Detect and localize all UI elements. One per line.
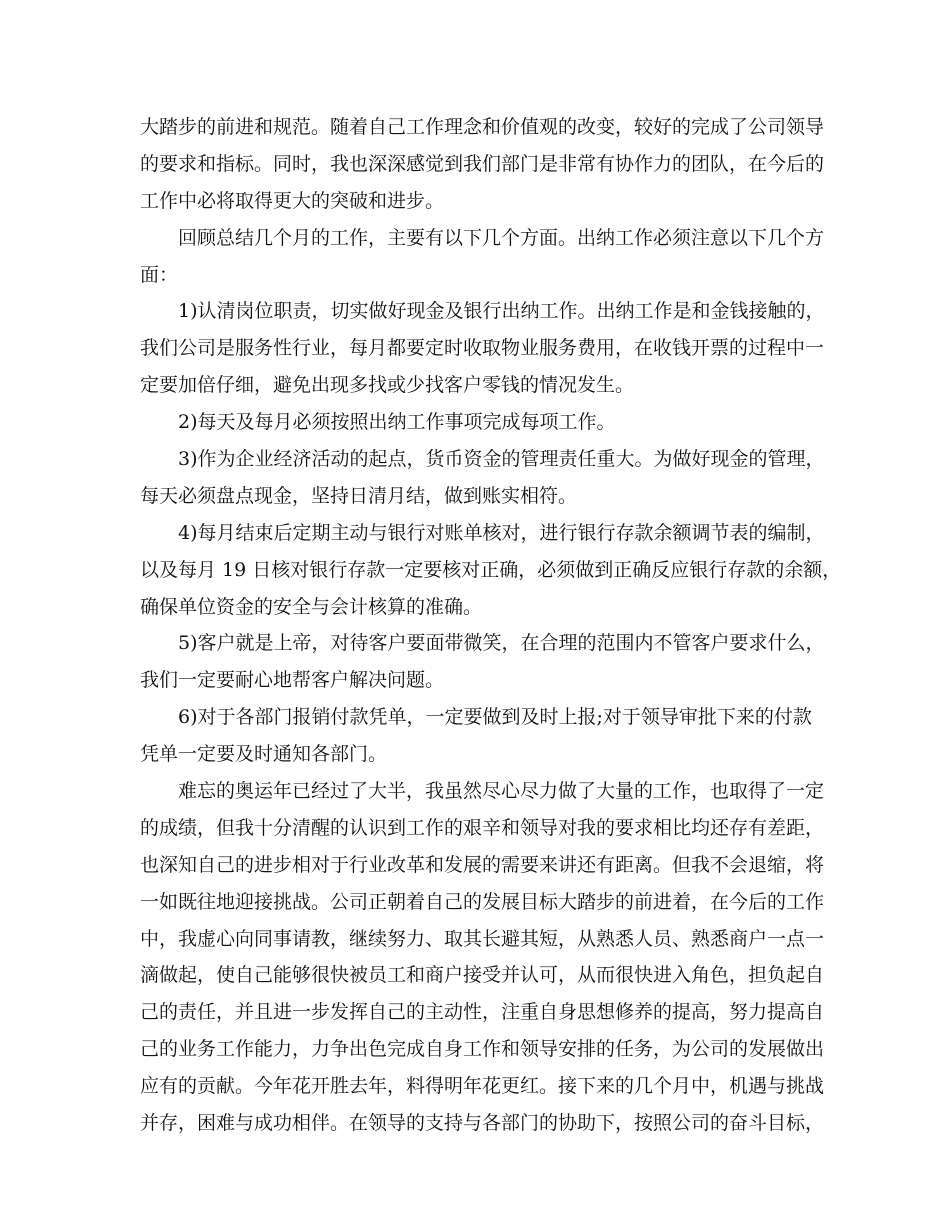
text-line: 每天必须盘点现金，坚持日清月结，做到账实相符。	[140, 484, 578, 507]
text-line: 工作中必将取得更大的突破和进步。	[140, 189, 445, 212]
list-item-2: 2)每天及每月必须按照出纳工作事项完成每项工作。	[178, 411, 616, 434]
document-body	[140, 109, 842, 1142]
text-line: 我们公司是服务性行业，每月都要定时收取物业服务费用，在收钱开票的过程中一	[140, 337, 825, 360]
text-line: 凭单一定要及时通知各部门。	[140, 743, 388, 766]
text-line: 的成绩，但我十分清醒的认识到工作的艰辛和领导对我的要求相比均还存有差距，	[140, 816, 825, 839]
text-line: 确保单位资金的安全与会计核算的准确。	[140, 595, 483, 618]
text-line: 也深知自己的进步相对于行业改革和发展的需要来讲还有距离。但我不会退缩，将	[140, 853, 825, 876]
list-item-5-first-line: 5)客户就是上帝，对待客户要面带微笑，在合理的范围内不管客户要求什么，	[178, 632, 825, 655]
text-line: 己的业务工作能力，力争出色完成自身工作和领导安排的任务，为公司的发展做出	[140, 1038, 825, 1061]
text-line: 并存，困难与成功相伴。在领导的支持与各部门的协助下，按照公司的奋斗目标，	[140, 1112, 825, 1135]
text-line: 滴做起，使自己能够很快被员工和商户接受并认可，从而很快进入角色，担负起自	[140, 964, 825, 987]
paragraph-first-line: 难忘的奥运年已经过了大半，我虽然尽心尽力做了大量的工作，也取得了一定	[178, 780, 825, 803]
list-item-6-first-line: 6)对于各部门报销付款凭单，一定要做到及时上报;对于领导审批下来的付款	[178, 706, 812, 729]
text-line: 以及每月 19 日核对银行存款一定要核对正确，必须做到正确反应银行存款的余额，	[140, 558, 842, 581]
text-line: 面：	[140, 263, 179, 286]
text-line: 定要加倍仔细，避免出现多找或少找客户零钱的情况发生。	[140, 374, 635, 397]
list-item-4-first-line: 4)每月结束后定期主动与银行对账单核对，进行银行存款余额调节表的编制，	[178, 521, 825, 544]
list-item-3-first-line: 3)作为企业经济活动的起点，货币资金的管理责任重大。为做好现金的管理，	[178, 448, 825, 471]
text-line: 的要求和指标。同时，我也深深感觉到我们部门是非常有协作力的团队，在今后的	[140, 152, 825, 175]
text-line: 我们一定要耐心地帮客户解决问题。	[140, 669, 445, 692]
text-line: 应有的贡献。今年花开胜去年，料得明年花更红。接下来的几个月中，机遇与挑战	[140, 1075, 825, 1098]
paragraph-first-line: 回顾总结几个月的工作，主要有以下几个方面。出纳工作必须注意以下几个方	[178, 226, 825, 249]
text-line: 己的责任，并且进一步发挥自己的主动性，注重自身思想修养的提高，努力提高自	[140, 1001, 825, 1024]
text-line: 一如既往地迎接挑战。公司正朝着自己的发展目标大踏步的前进着，在今后的工作	[140, 890, 825, 913]
list-item-1-first-line: 1)认清岗位职责，切实做好现金及银行出纳工作。出纳工作是和金钱接触的，	[178, 300, 825, 323]
text-line: 中，我虚心向同事请教，继续努力、取其长避其短，从熟悉人员、熟悉商户一点一	[140, 927, 825, 950]
text-line: 大踏步的前进和规范。随着自己工作理念和价值观的改变，较好的完成了公司领导	[140, 116, 825, 138]
